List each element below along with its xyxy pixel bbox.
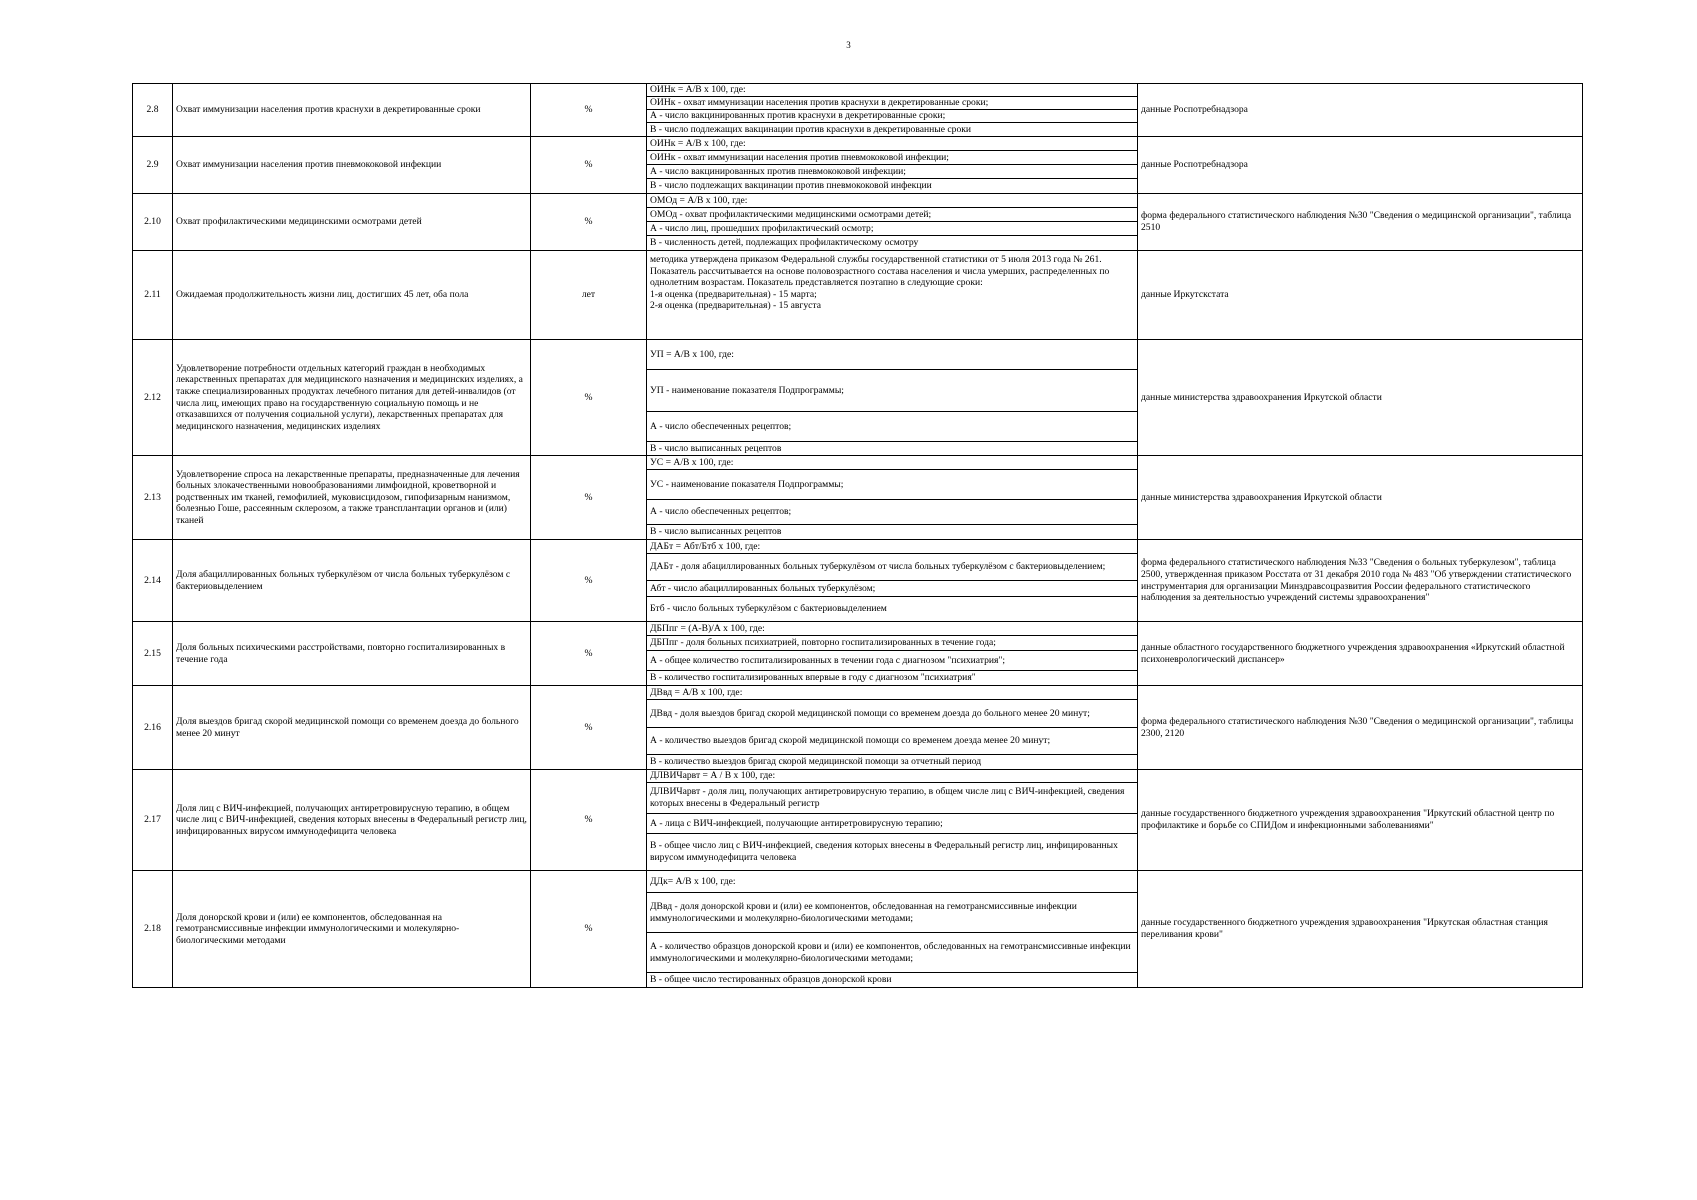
row-number: 2.11: [133, 251, 173, 340]
row-number: 2.14: [133, 540, 173, 622]
row-number: 2.8: [133, 84, 173, 137]
table-row: [133, 871, 1583, 988]
unit: %: [531, 137, 647, 194]
data-source: форма федерального статистического наблюдения №30 "Сведения о медицинской организации", таблица 2510: [1138, 194, 1583, 251]
data-source: данные Роспотребнадзора: [1138, 137, 1583, 194]
formula-line: УП - наименование показателя Подпрограммы;: [647, 370, 1137, 412]
row-number: 2.16: [133, 686, 173, 770]
indicator-name: Доля абациллированных больных туберкулёзом от числа больных туберкулёзом с бактериовыделением: [173, 540, 531, 622]
formula-line: ДВвд - доля выездов бригад скорой медицинской помощи со временем доезда до больного менее 20 минут;: [647, 700, 1137, 728]
calculation-cell: [647, 540, 1138, 622]
unit: %: [531, 770, 647, 871]
indicator-name: Охват профилактическими медицинскими осмотрами детей: [173, 194, 531, 251]
data-source: данные государственного бюджетного учреждения здравоохранения "Иркутский областной центр по профилактике и борьбе со СПИДом и инфекционными заболеваниями": [1138, 770, 1583, 871]
unit: %: [531, 340, 647, 456]
indicator-name: Удовлетворение спроса на лекарственные препараты, предназначенные для лечения больных злокачественными новообразованиями лимфоидной, кроветворной и родственных им тканей, гемофилией, муковисцидозом, гипофизарным нанизмом, болезнью Гоше, рассеянным склерозом, а также трансплантации органов и (или) тканей: [173, 456, 531, 540]
formula-line: А - количество образцов донорской крови и (или) ее компонентов, обследованных на гемотрансмиссивные инфекции иммунологическими и молекулярно-биологическими методами;: [647, 933, 1137, 973]
row-number: 2.18: [133, 871, 173, 988]
methodology-text: 1-я оценка (предварительная) - 15 марта;: [650, 288, 817, 300]
data-source: данные министерства здравоохранения Иркутской области: [1138, 340, 1583, 456]
data-source: форма федерального статистического наблюдения №30 "Сведения о медицинской организации", таблицы 2300, 2120: [1138, 686, 1583, 770]
formula-line: ДБПпг = (А-В)/А х 100, где:: [647, 622, 1137, 636]
formula-line: ДДк= А/В х 100, где:: [647, 871, 1137, 893]
indicator-name: Доля лиц с ВИЧ-инфекцией, получающих антиретровирусную терапию, в общем числе лиц с ВИЧ-инфекцией, сведения которых внесены в Федеральный регистр лиц, инфицированных вирусом иммунодефицита человека: [173, 770, 531, 871]
formula-line: ДВвд = А/В х 100, где:: [647, 686, 1137, 700]
formula-line: В - общее число тестированных образцов донорской крови: [650, 974, 892, 986]
formula-line: ДЛВИЧарвт = А / В х 100, где:: [647, 770, 1137, 783]
unit: %: [531, 540, 647, 622]
formula-line: В - количество выездов бригад скорой медицинской помощи за отчетный период: [650, 756, 982, 768]
formula-line: ДАБт - доля абациллированных больных туберкулёзом от числа больных туберкулёзом с бактериовыделением;: [647, 554, 1137, 581]
table-row: [133, 770, 1583, 871]
table-row: [133, 137, 1583, 194]
formula-line: В - общее число лиц с ВИЧ-инфекцией, сведения которых внесены в Федеральный регистр лиц, инфицированных вирусом иммунодефицита человека: [650, 840, 1118, 863]
unit: %: [531, 194, 647, 251]
table-row: [133, 84, 1583, 137]
calculation-cell: [647, 251, 1138, 340]
table-row: [133, 540, 1583, 622]
formula-line: А - число вакцинированных против пневмококовой инфекции;: [647, 165, 1137, 179]
formula-line: ДВвд - доля донорской крови и (или) ее компонентов, обследованная на гемотрансмиссивные инфекции иммунологическими и молекулярно-биологическими методами;: [647, 893, 1137, 933]
formula-line: Абт - число абациллированных больных туберкулёзом;: [647, 581, 1137, 597]
formula-line: УС = А/В х 100, где:: [647, 456, 1137, 470]
calculation-cell: [647, 622, 1138, 686]
calculation-cell: [647, 137, 1138, 194]
unit: %: [531, 871, 647, 988]
table-row: [133, 686, 1583, 770]
table-row: [133, 194, 1583, 251]
unit: %: [531, 686, 647, 770]
formula-line: ДБПпг - доля больных психиатрией, повторно госпитализированных в течение года;: [647, 636, 1137, 651]
data-source: форма федерального статистического наблюдения №33 "Сведения о больных туберкулезом", таблица 2500, утвержденная приказом Росстата от 31 декабря 2010 года № 483 "Об утверждении статистического инструментария для организации Минздравсоцразвития России федерального статистического наблюдения за деятельностью учреждений системы здравоохранения": [1138, 540, 1583, 622]
indicator-name: Доля донорской крови и (или) ее компонентов, обследованная на гемотрансмиссивные инфекции иммунологическими и молекулярно-биологическими методами: [173, 871, 531, 988]
formula-line: А - число обеспеченных рецептов;: [647, 500, 1137, 525]
table-row: [133, 622, 1583, 686]
formula-line: Бтб - число больных туберкулёзом с бактериовыделением: [650, 603, 887, 615]
row-number: 2.13: [133, 456, 173, 540]
indicator-name: Доля выездов бригад скорой медицинской помощи со временем доезда до больного менее 20 минут: [173, 686, 531, 770]
page-number: 3: [846, 40, 851, 50]
formula-line: В - число выписанных рецептов: [650, 526, 782, 538]
calculation-cell: [647, 340, 1138, 456]
formula-line: А - число обеспеченных рецептов;: [647, 412, 1137, 442]
data-source: данные министерства здравоохранения Иркутской области: [1138, 456, 1583, 540]
data-source: данные Роспотребнадзора: [1138, 84, 1583, 137]
formula-line: А - количество выездов бригад скорой медицинской помощи со временем доезда менее 20 минут;: [647, 728, 1137, 755]
formula-line: В - число подлежащих вакцинации против пневмококовой инфекции: [650, 180, 932, 192]
formula-line: ОИНк - охват иммунизации населения против пневмококовой инфекции;: [647, 151, 1137, 165]
row-number: 2.10: [133, 194, 173, 251]
indicator-name: Ожидаемая продолжительность жизни лиц, достигших 45 лет, оба пола: [173, 251, 531, 340]
calculation-cell: [647, 84, 1138, 137]
formula-line: ОИНк = А/В х 100, где:: [647, 137, 1137, 151]
row-number: 2.9: [133, 137, 173, 194]
formula-line: УП = А/В х 100, где:: [647, 340, 1137, 370]
calculation-cell: [647, 456, 1138, 540]
indicator-name: Удовлетворение потребности отдельных категорий граждан в необходимых лекарственных препаратах для медицинского назначения и медицинских изделиях, а также специализированных продуктах лечебного питания для детей-инвалидов (от числа лиц, имеющих право на государственную социальную помощь и не отказавшихся от получения социальной услуги), лекарственных препаратах для медицинского назначения, медицинских изделиях: [173, 340, 531, 456]
data-source: данные Иркутскстата: [1138, 251, 1583, 340]
formula-line: ОИНк - охват иммунизации населения против краснухи в декретированные сроки;: [647, 97, 1137, 110]
formula-line: ОИНк = А/В х 100, где:: [647, 84, 1137, 97]
calculation-cell: [647, 770, 1138, 871]
table-row: [133, 251, 1583, 340]
formula-line: В - численность детей, подлежащих профилактическому осмотру: [650, 237, 919, 249]
indicator-name: Охват иммунизации населения против краснухи в декретированные сроки: [173, 84, 531, 137]
calculation-cell: [647, 871, 1138, 988]
row-number: 2.17: [133, 770, 173, 871]
table-row: [133, 340, 1583, 456]
calculation-cell: [647, 194, 1138, 251]
formula-line: В - число выписанных рецептов: [650, 442, 782, 454]
formula-line: ОМОд = А/В х 100, где:: [647, 194, 1137, 208]
unit: лет: [531, 251, 647, 340]
formula-line: А - лица с ВИЧ-инфекцией, получающие антиретровирусную терапию;: [647, 814, 1137, 834]
formula-line: ДАБт = Абт/Бтб х 100, где:: [647, 540, 1137, 554]
row-number: 2.12: [133, 340, 173, 456]
indicator-name: Доля больных психическими расстройствами, повторно госпитализированных в течение года: [173, 622, 531, 686]
formula-line: УС - наименование показателя Подпрограммы;: [647, 470, 1137, 500]
data-source: данные государственного бюджетного учреждения здравоохранения "Иркутская областная станция переливания крови": [1138, 871, 1583, 988]
formula-line: А - число лиц, прошедших профилактический осмотр;: [647, 222, 1137, 236]
formula-line: В - число подлежащих вакцинации против краснухи в декретированные сроки: [650, 123, 972, 135]
unit: %: [531, 456, 647, 540]
methodology-text: методика утверждена приказом Федеральной службы государственной статистики от 5 июля 2013 года № 261. Показатель рассчитывается на основе половозрастного состава населения и числа умерших, распределенных по однолетним возрастам. Показатель представляется поэтапно в следующие сроки:: [650, 254, 1110, 289]
formula-line: А - число вакцинированных против краснухи в декретированные сроки;: [647, 110, 1137, 123]
indicator-name: Охват иммунизации населения против пневмококовой инфекции: [173, 137, 531, 194]
data-source: данные областного государственного бюджетного учреждения здравоохранения «Иркутский областной психоневрологический диспансер»: [1138, 622, 1583, 686]
indicators-table: [132, 83, 1583, 988]
formula-line: В - количество госпитализированных впервые в году с диагнозом "психиатрия": [650, 672, 976, 684]
row-number: 2.15: [133, 622, 173, 686]
unit: %: [531, 622, 647, 686]
formula-line: А - общее количество госпитализированных в течении года с диагнозом "психиатрия";: [647, 651, 1137, 671]
methodology-text: 2-я оценка (предварительная) - 15 августа: [650, 300, 821, 312]
calculation-cell: [647, 686, 1138, 770]
table-row: [133, 456, 1583, 540]
formula-line: ДЛВИЧарвт - доля лиц, получающих антиретровирусную терапию, в общем числе лиц с ВИЧ-инфекцией, сведения которых внесены в Федеральный регистр: [647, 783, 1137, 814]
unit: %: [531, 84, 647, 137]
formula-line: ОМОд - охват профилактическими медицинскими осмотрами детей;: [647, 208, 1137, 222]
